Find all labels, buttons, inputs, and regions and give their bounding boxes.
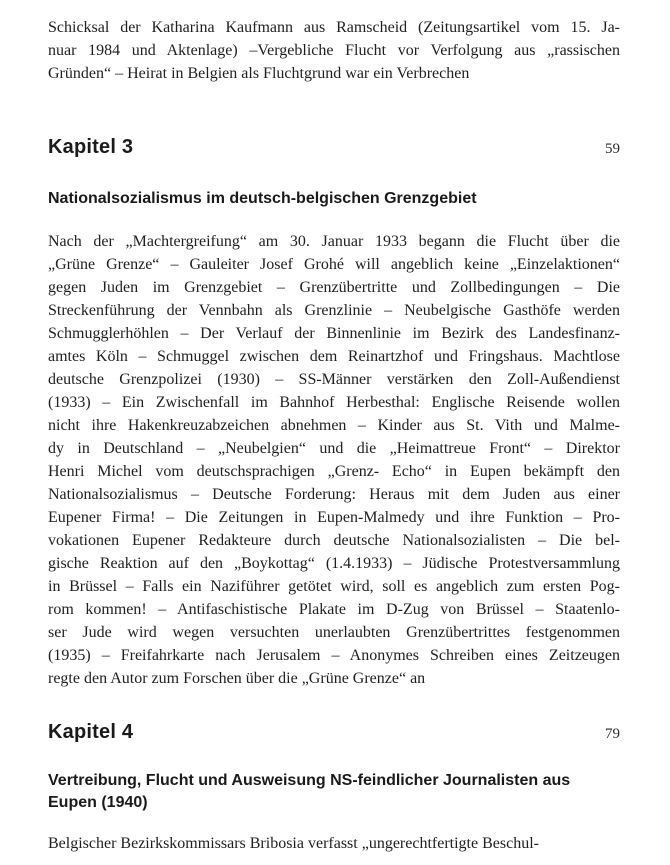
- subtitle-line: Vertreibung, Flucht und Ausweisung NS-feindlicher Journalisten aus: [48, 772, 571, 789]
- paragraph-line: regte den Autor zum Forschen über die „Grüne Grenze“ an: [48, 670, 426, 687]
- chapter-4-heading-row: [48, 720, 620, 746]
- paragraph-line: Henri Michel vom deutschsprachigen „Grenz- Echo“ in Eupen bekämpft den: [48, 463, 620, 480]
- chapter-4-page-number: 79: [605, 726, 620, 742]
- paragraph-line: Nationalsozialismus – Deutsche Forderung: Heraus mit dem Juden aus einer: [48, 486, 620, 503]
- paragraph-line: Gründen“ – Heirat in Belgien als Fluchtgrund war ein Verbrechen: [48, 65, 470, 82]
- paragraph-line: Eupener Firma! – Die Zeitungen in Eupen-Malmedy und ihre Funktion – Pro-: [48, 509, 620, 526]
- paragraph-line: vokationen Eupener Redakteure durch deutsche Nationalsozialisten – Die bel-: [48, 532, 620, 549]
- paragraph-line: Schicksal der Katharina Kaufmann aus Ramscheid (Zeitungsartikel vom 15. Ja-: [48, 19, 620, 36]
- chapter-4-subtitle: [48, 770, 620, 814]
- paragraph-line: gegen Juden im Grenzgebiet – Grenzübertritte und Zollbedingungen – Die: [48, 279, 620, 296]
- paragraph-line: nuar 1984 und Aktenlage) –Vergebliche Flucht vor Verfolgung aus „rassischen: [48, 42, 620, 59]
- paragraph-line: Nach der „Machtergreifung“ am 30. Januar 1933 begann die Flucht über die: [48, 233, 620, 250]
- paragraph-line: dy in Deutschland – „Neubelgien“ und die „Heimattreue Front“ – Direktor: [48, 440, 620, 457]
- chapter-3-page-number: 59: [605, 141, 620, 157]
- paragraph-line: nicht ihre Hakenkreuzabzeichen abnehmen – Kinder aus St. Vith und Malme-: [48, 417, 620, 434]
- intro-paragraph: [48, 16, 620, 85]
- subtitle-line: Eupen (1940): [48, 794, 148, 811]
- paragraph-line: gische Reaktion auf den „Boykottag“ (1.4.1933) – Jüdische Protestversammlung: [48, 555, 620, 572]
- paragraph-line: deutsche Grenzpolizei (1930) – SS-Männer verstärken den Zoll-Außendienst: [48, 371, 620, 388]
- chapter-4-description: [48, 832, 620, 855]
- paragraph-line: ser Jude wird wegen versuchten unerlaubten Grenzübertrittes festgenommen: [48, 624, 620, 641]
- paragraph-line: Schmugglerhöhlen – Der Verlauf der Binnenlinie im Bezirk des Landesfinanz-: [48, 325, 620, 342]
- paragraph-line: Streckenführung der Vennbahn als Grenzlinie – Neubelgische Gasthöfe werden: [48, 302, 620, 319]
- chapter-3-heading-row: [48, 135, 620, 161]
- chapter-3-heading: Kapitel 3: [48, 136, 134, 158]
- paragraph-line: „Grüne Grenze“ – Gauleiter Josef Grohé will angeblich keine „Einzelaktionen“: [48, 256, 620, 273]
- paragraph-line: (1933) – Ein Zwischenfall im Bahnhof Herbesthal: Englische Reisende wollen: [48, 394, 620, 411]
- paragraph-line: rom kommen! – Antifaschistische Plakate im D-Zug von Brüssel – Staatenlo-: [48, 601, 620, 618]
- paragraph-line: in Brüssel – Falls ein Naziführer getötet wird, soll es angeblich zum ersten Pog-: [48, 578, 620, 595]
- paragraph-line: amtes Köln – Schmuggel zwischen dem Reinartzhof und Fringshaus. Machtlose: [48, 348, 620, 365]
- chapter-3-subtitle: Nationalsozialismus im deutsch-belgischen Grenzgebiet: [48, 190, 477, 207]
- chapter-4-heading: Kapitel 4: [48, 721, 134, 743]
- chapter-3-description: [48, 230, 620, 690]
- paragraph-line: (1935) – Freifahrkarte nach Jerusalem – Anonymes Schreiben eines Zeitzeugen: [48, 647, 620, 664]
- paragraph-line: Belgischer Bezirkskommissars Bribosia verfasst „ungerechtfertigte Beschul-: [48, 835, 539, 852]
